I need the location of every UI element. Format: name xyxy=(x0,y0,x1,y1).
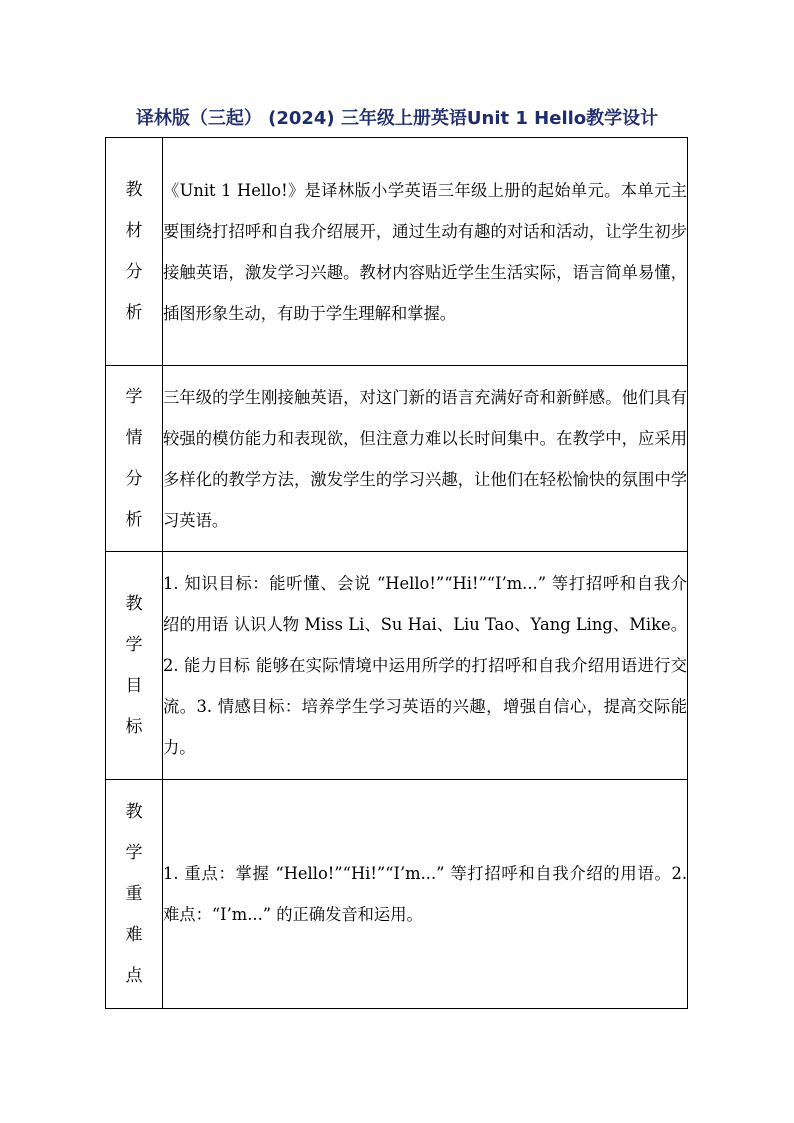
row-label: 教学目标 xyxy=(125,593,143,737)
row-content: 《Unit 1 Hello!》是译林版小学英语三年级上册的起始单元。本单元主要围绕打招呼和自我介绍展开，通过生动有趣的对话和活动，让学生初步接触英语，激发学习兴趣。教材内容贴近学生生活实际，语言简单易懂，插图形象生动，有助于学生理解和掌握。 xyxy=(163,180,687,323)
row-content: 三年级的学生刚接触英语，对这门新的语言充满好奇和新鲜感。他们具有较强的模仿能力和表现欲，但注意力难以长时间集中。在教学中，应采用多样化的教学方法，激发学生的学习兴趣，让他们在轻松愉快的氛围中学习英语。 xyxy=(163,387,687,530)
lesson-plan-table xyxy=(105,137,688,1009)
row-content-cell xyxy=(163,138,688,366)
row-label: 教材分析 xyxy=(125,179,143,323)
table-row-textbook-analysis xyxy=(106,138,688,366)
row-content: 1. 知识目标：能听懂、会说 “Hello!”“Hi!”“I’m...” 等打招呼和自我介绍的用语 认识人物 Miss Li、Su Hai、Liu Tao、Yang Ling、Mike。2. 能力目标 能够在实际情境中运用所学的打招呼和自我介绍用语进行交流。3. 情感目标：培养学生学习英语的兴趣，增强自信心，提高交际能力。 xyxy=(163,574,687,757)
row-label-cell xyxy=(106,780,163,1009)
row-content-cell xyxy=(163,366,688,552)
table-row-teaching-objectives xyxy=(106,552,688,780)
row-label-cell xyxy=(106,552,163,780)
table-row-key-difficult-points xyxy=(106,780,688,1009)
row-label: 教学重难点 xyxy=(125,801,143,986)
row-content: 1. 重点：掌握 “Hello!”“Hi!”“I’m...” 等打招呼和自我介绍的用语。2. 难点：“I’m...” 的正确发音和运用。 xyxy=(163,864,687,924)
row-label-cell xyxy=(106,138,163,366)
page-title: 译林版（三起） (2024) 三年级上册英语Unit 1 Hello教学设计 xyxy=(135,108,659,129)
table-row-student-analysis xyxy=(106,366,688,552)
row-label-cell xyxy=(106,366,163,552)
row-label: 学情分析 xyxy=(125,386,143,530)
row-content-cell xyxy=(163,552,688,780)
row-content-cell xyxy=(163,780,688,1009)
